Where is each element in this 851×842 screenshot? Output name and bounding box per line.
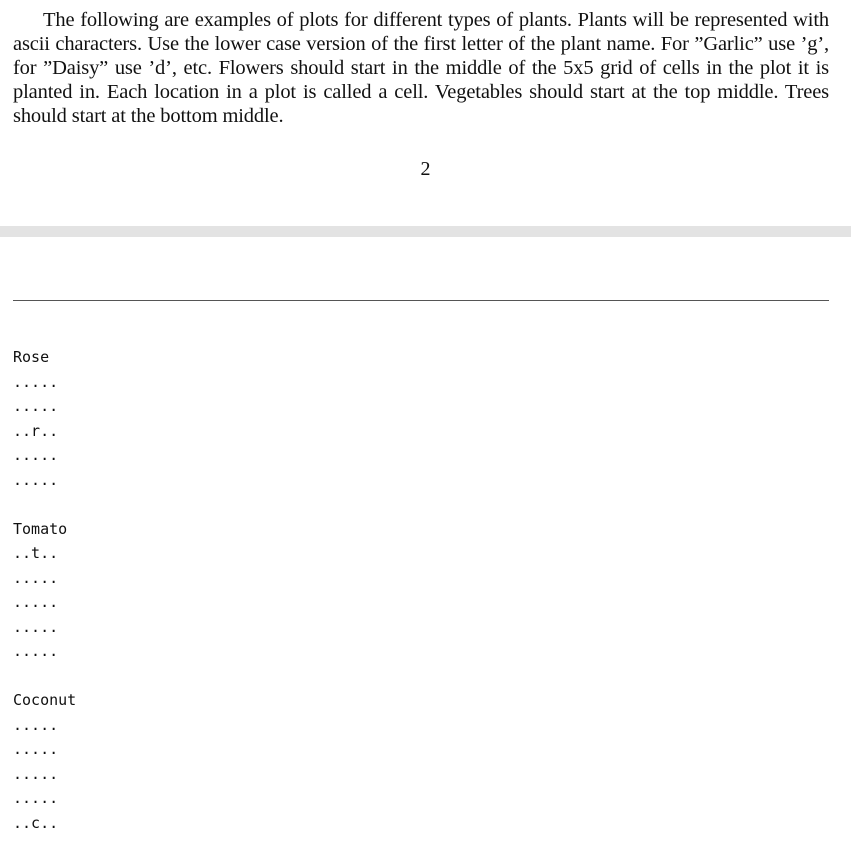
intro-paragraph: The following are examples of plots for different types of plants. Plants will be represented with ascii characters. Use the lower case version of the first letter of the plant name. For ”Garlic” use ’g’, for ”Daisy” use ’d’, etc. Flowers should start in the middle of the 5x5 grid of cells in the plot it is planted in. Each location in a plot is called a cell. Vegetables should start at the top middle. Trees should start at the bottom middle. xyxy=(13,9,829,127)
plot-row: ..... xyxy=(13,470,59,489)
plot-row: ..r.. xyxy=(13,421,59,440)
plot-row: ..... xyxy=(13,715,59,734)
plot-coconut xyxy=(13,688,76,835)
plot-row: ..... xyxy=(13,372,59,391)
plot-name: Rose xyxy=(13,348,50,366)
plot-row: ..... xyxy=(13,593,59,611)
plot-examples xyxy=(13,345,76,835)
plot-rose xyxy=(13,345,76,492)
plot-row: ..... xyxy=(13,789,59,807)
horizontal-rule xyxy=(13,300,829,301)
plot-row: ..... xyxy=(13,617,59,636)
page-number: 2 xyxy=(420,158,431,180)
plot-row: ..... xyxy=(13,642,59,660)
page-separator xyxy=(0,226,851,237)
plot-name: Coconut xyxy=(13,691,77,709)
plot-name: Tomato xyxy=(13,519,68,538)
plot-row: ..c.. xyxy=(13,813,59,832)
plot-row: ..... xyxy=(13,446,59,464)
plot-tomato xyxy=(13,517,76,664)
page-bottom xyxy=(0,237,851,842)
plot-row: ..... xyxy=(13,397,59,415)
plot-row: ..... xyxy=(13,740,59,758)
plot-row: ..... xyxy=(13,764,59,783)
page-top xyxy=(0,0,851,226)
plot-row: ..t.. xyxy=(13,544,59,562)
plot-row: ..... xyxy=(13,568,59,587)
